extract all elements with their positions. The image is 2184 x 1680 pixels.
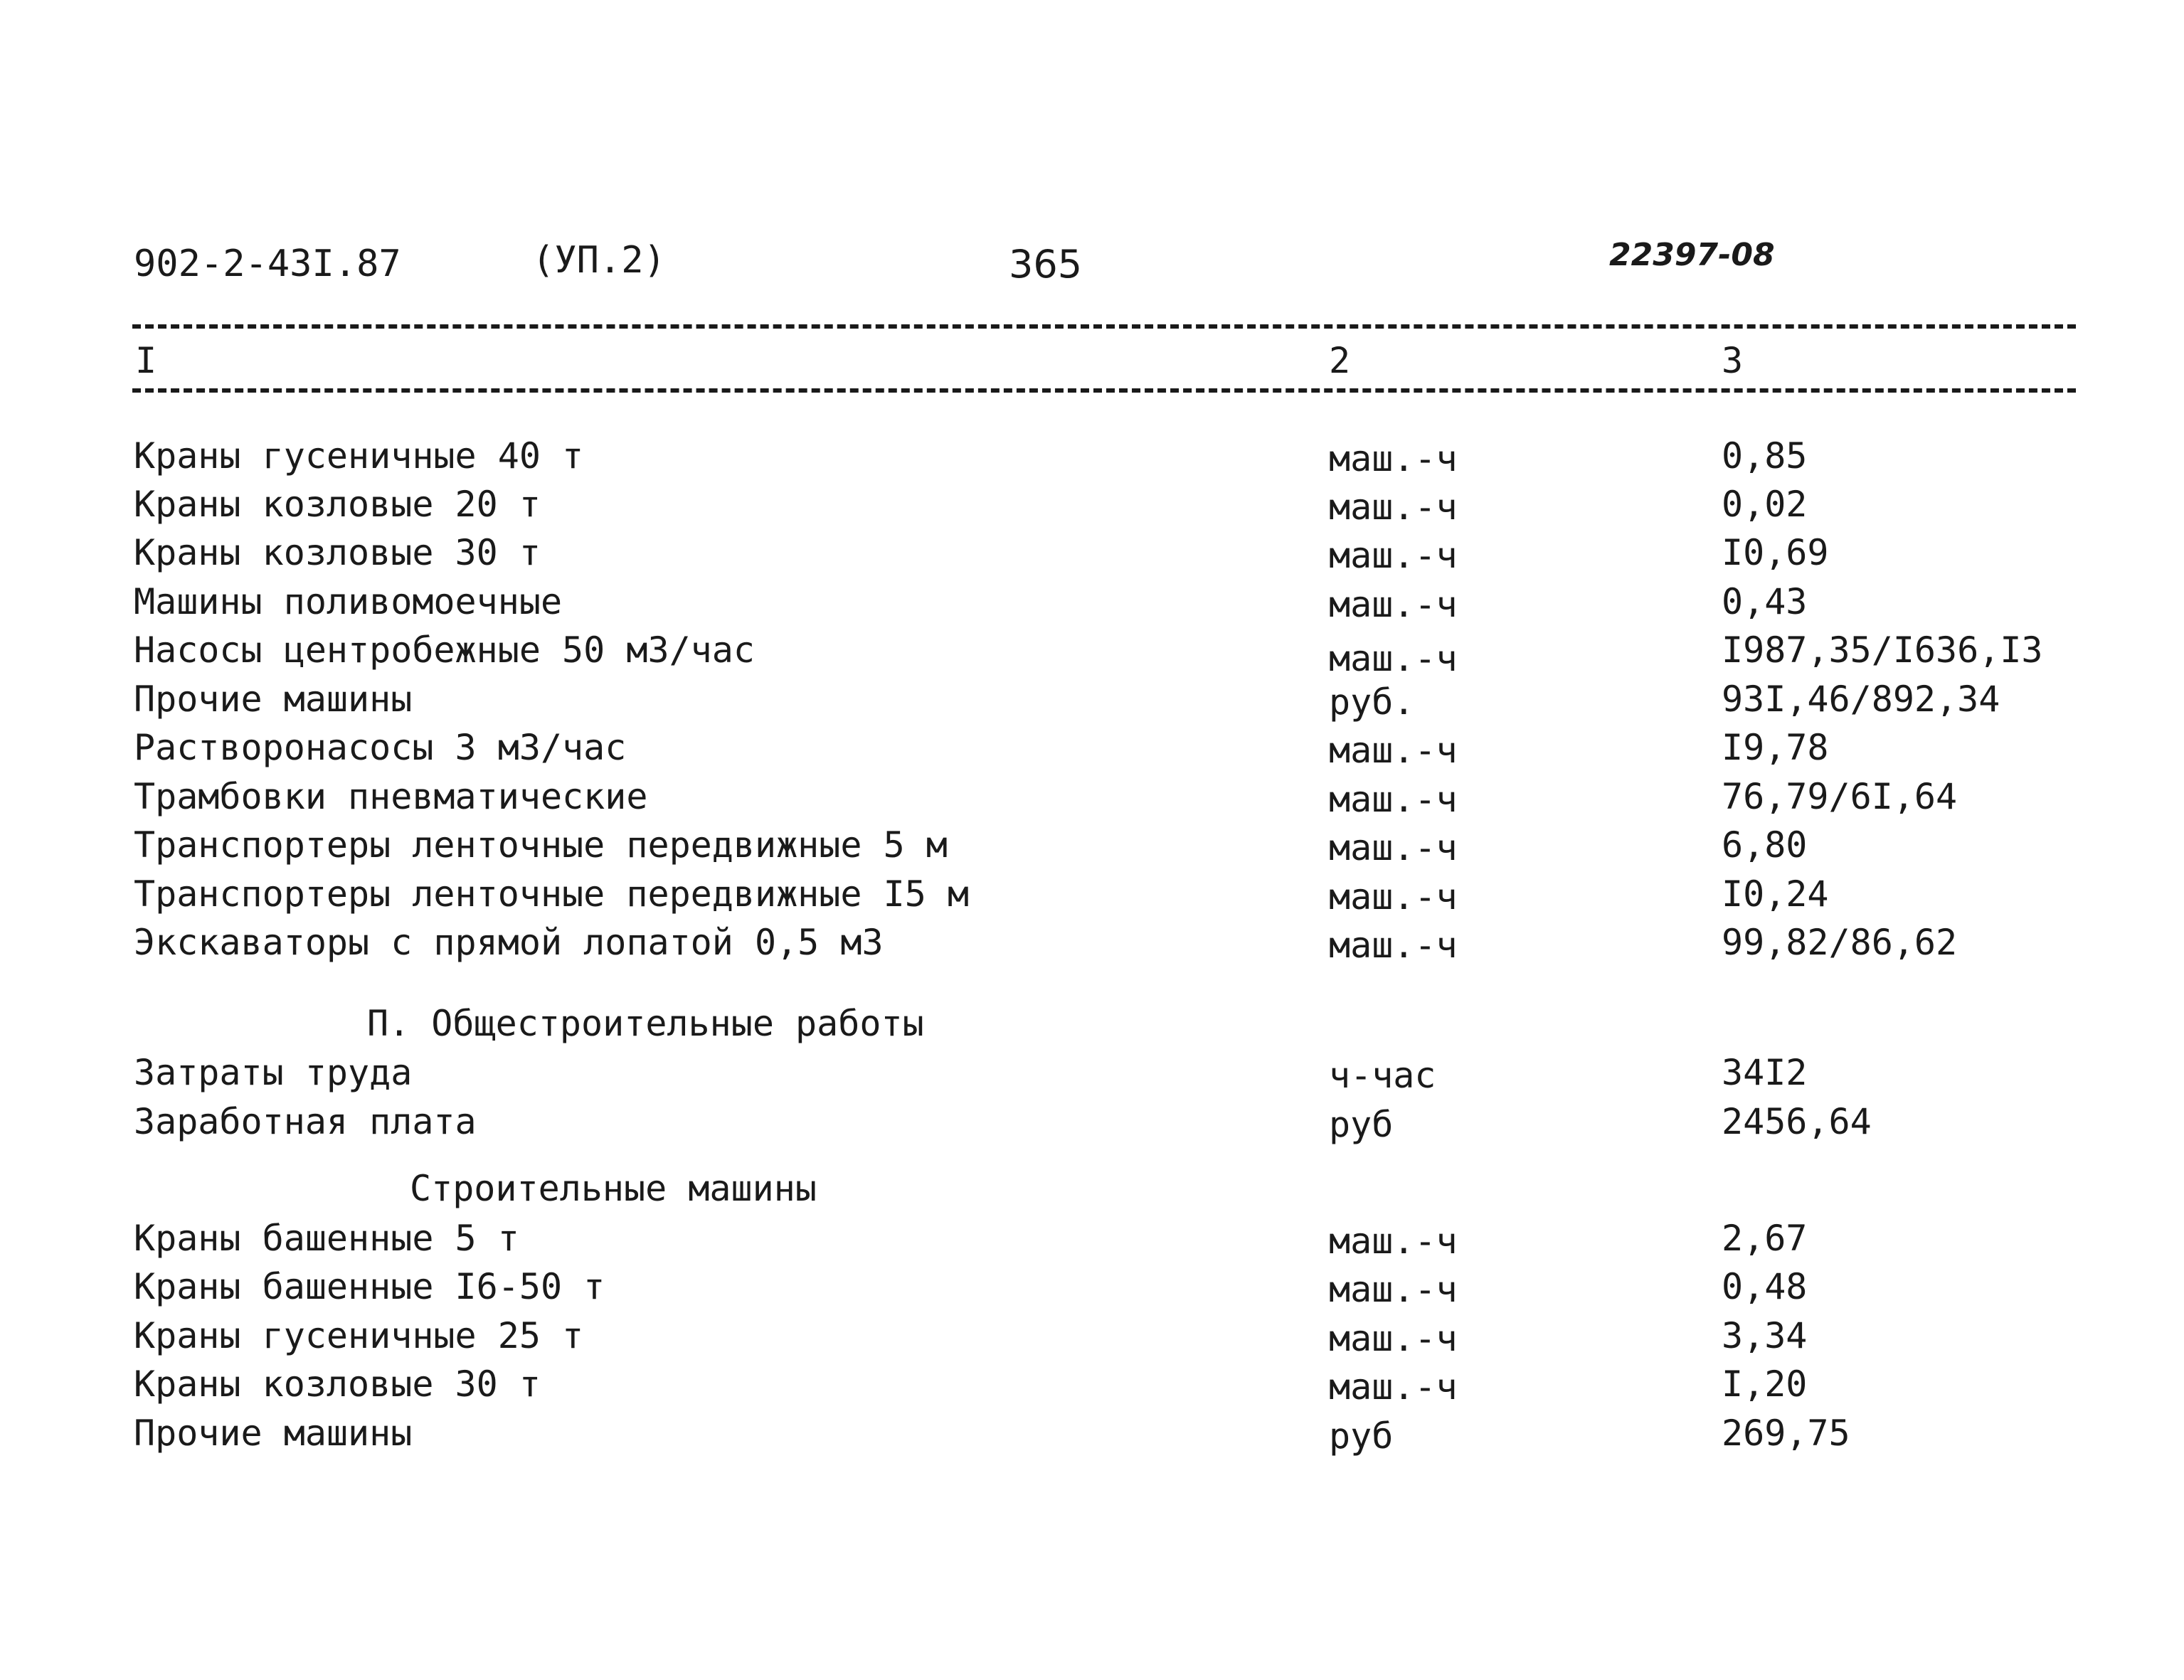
row-unit: руб. xyxy=(1329,681,1415,723)
page-number: 365 xyxy=(1009,242,1083,287)
row-unit: ч-час xyxy=(1329,1055,1436,1096)
table-row xyxy=(0,1315,2184,1361)
row-name: Краны гусеничные 25 т xyxy=(134,1315,584,1356)
row-value: I,20 xyxy=(1722,1363,1808,1405)
row-unit: руб xyxy=(1329,1104,1394,1145)
table-row xyxy=(0,484,2184,529)
section-title-general-construction: П. Общестроительные работы xyxy=(367,1003,924,1044)
row-name: Насосы центробежные 50 м3/час xyxy=(134,629,755,671)
row-value: I0,69 xyxy=(1722,532,1829,573)
table-row xyxy=(0,1052,2184,1097)
row-name: Затраты труда xyxy=(134,1052,413,1093)
row-unit: маш.-ч xyxy=(1329,584,1458,625)
row-value: I9,78 xyxy=(1722,727,1829,768)
table-row xyxy=(0,776,2184,822)
row-name: Транспортеры ленточные передвижные I5 м xyxy=(134,873,969,915)
row-unit: маш.-ч xyxy=(1329,876,1458,918)
row-unit: маш.-ч xyxy=(1329,1366,1458,1408)
row-unit: маш.-ч xyxy=(1329,827,1458,868)
row-value: 3,34 xyxy=(1722,1315,1808,1356)
row-value: 2,67 xyxy=(1722,1218,1808,1259)
document-series: (УП.2) xyxy=(532,239,666,282)
row-value: 269,75 xyxy=(1722,1413,1850,1454)
row-unit: маш.-ч xyxy=(1329,1221,1458,1262)
table-row xyxy=(0,824,2184,870)
row-unit: маш.-ч xyxy=(1329,730,1458,771)
row-value: 6,80 xyxy=(1722,824,1808,866)
row-name: Прочие машины xyxy=(134,1413,413,1454)
row-unit: маш.-ч xyxy=(1329,1269,1458,1310)
row-name: Краны башенные I6-50 т xyxy=(134,1266,605,1307)
row-name: Прочие машины xyxy=(134,679,413,720)
row-unit: маш.-ч xyxy=(1329,638,1458,679)
row-value: 76,79/6I,64 xyxy=(1722,776,1958,817)
row-value: 99,82/86,62 xyxy=(1722,922,1958,963)
row-value: 2456,64 xyxy=(1722,1101,1872,1142)
archive-number: 22397-08 xyxy=(1609,237,1775,273)
row-value: I987,35/I636,I3 xyxy=(1722,629,2043,671)
row-name: Машины поливомоечные xyxy=(134,581,563,622)
row-unit: маш.-ч xyxy=(1329,779,1458,820)
table-row xyxy=(0,629,2184,679)
row-value: 0,43 xyxy=(1722,581,1808,622)
table-row xyxy=(0,873,2184,919)
table-row xyxy=(0,1218,2184,1263)
row-unit: маш.-ч xyxy=(1329,535,1458,576)
table-row xyxy=(0,435,2184,481)
row-value: 0,48 xyxy=(1722,1266,1808,1307)
table-row xyxy=(0,581,2184,627)
row-name: Краны гусеничные 40 т xyxy=(134,435,584,477)
row-value: 34I2 xyxy=(1722,1052,1808,1093)
column-number-3: 3 xyxy=(1722,340,1744,381)
row-name: Трамбовки пневматические xyxy=(134,776,648,817)
table-header-top-rule xyxy=(132,324,2076,329)
row-value: 93I,46/892,34 xyxy=(1722,679,2000,720)
row-name: Растворонасосы 3 м3/час xyxy=(134,727,627,768)
row-unit: маш.-ч xyxy=(1329,925,1458,966)
row-name: Транспортеры ленточные передвижные 5 м xyxy=(134,824,948,866)
section-title-construction-machines: Строительные машины xyxy=(410,1168,817,1209)
row-name: Краны козловые 30 т xyxy=(134,1363,541,1405)
table-row xyxy=(0,1266,2184,1312)
row-value: 0,85 xyxy=(1722,435,1808,477)
row-unit: маш.-ч xyxy=(1329,1318,1458,1359)
row-name: Краны козловые 20 т xyxy=(134,484,541,525)
table-row xyxy=(0,1415,2184,1458)
table-row xyxy=(0,1101,2184,1147)
table-row xyxy=(0,1363,2184,1409)
table-row xyxy=(0,922,2184,967)
table-row xyxy=(0,681,2184,724)
column-number-2: 2 xyxy=(1329,340,1351,381)
table-row xyxy=(0,727,2184,772)
row-value: 0,02 xyxy=(1722,484,1808,525)
column-number-1: I xyxy=(135,340,157,381)
table-row xyxy=(0,532,2184,578)
row-unit: маш.-ч xyxy=(1329,487,1458,528)
table-header-bottom-rule xyxy=(132,388,2076,393)
row-name: Экскаваторы с прямой лопатой 0,5 м3 xyxy=(134,922,884,963)
row-name: Краны козловые 30 т xyxy=(134,532,541,573)
row-unit: руб xyxy=(1329,1415,1394,1457)
document-code: 902-2-43I.87 xyxy=(134,243,401,285)
row-name: Краны башенные 5 т xyxy=(134,1218,519,1259)
row-value: I0,24 xyxy=(1722,873,1829,915)
row-unit: маш.-ч xyxy=(1329,438,1458,479)
row-name: Заработная плата xyxy=(134,1101,477,1142)
